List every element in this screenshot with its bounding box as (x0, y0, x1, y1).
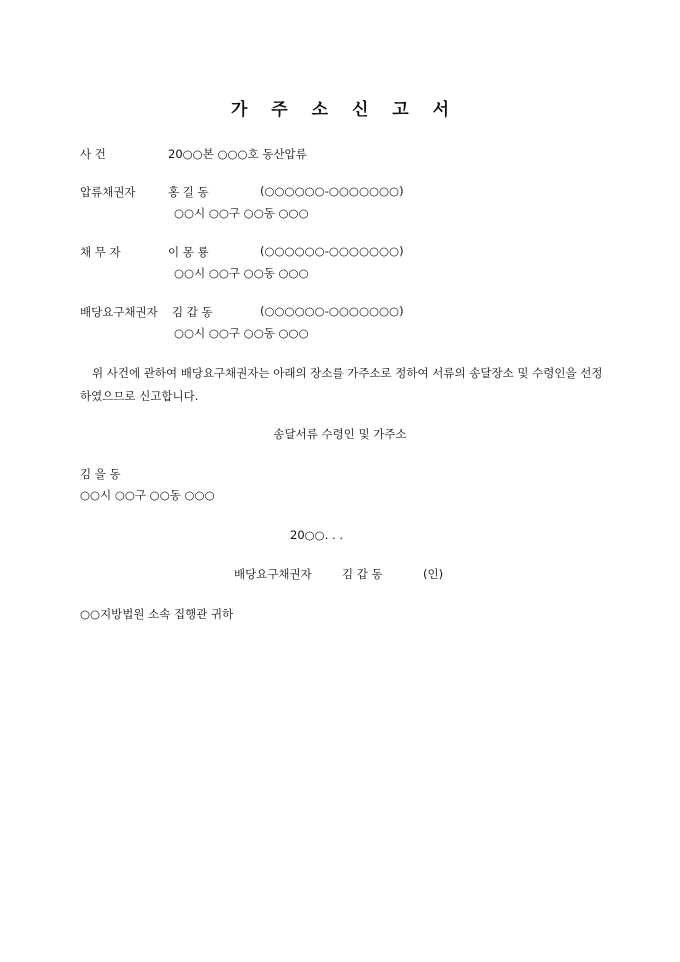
body-paragraph: 위 사건에 관하여 배당요구채권자는 아래의 장소를 가주소로 정하여 서류의 송달장소 및 수령인을 선정하였으므로 신고합니다. (80, 366, 603, 403)
creditor-label: 압류채권자 (80, 185, 136, 199)
dividend-creditor-address: ○○시 ○○구 ○○동 ○○○ (174, 326, 309, 340)
creditor-id: (○○○○○○-○○○○○○○) (260, 184, 404, 198)
filing-date: 20○○. . . (290, 528, 343, 542)
seal-mark: (인) (423, 567, 444, 581)
dividend-creditor-id: (○○○○○○-○○○○○○○) (260, 304, 404, 318)
creditor-address: ○○시 ○○구 ○○동 ○○○ (174, 206, 309, 220)
debtor-id: (○○○○○○-○○○○○○○) (260, 244, 404, 258)
case-number: 20○○본 ○○○호 동산압류 (168, 147, 307, 161)
signature-role: 배당요구채권자 (234, 567, 312, 581)
dividend-creditor-label: 배당요구채권자 (80, 305, 158, 319)
debtor-name: 이 몽 룡 (168, 245, 209, 259)
dividend-creditor-name: 김 갑 동 (172, 305, 213, 319)
document-title: 가 주 소 신 고 서 (230, 100, 459, 120)
debtor-label: 채 무 자 (80, 245, 121, 259)
debtor-address: ○○시 ○○구 ○○동 ○○○ (174, 266, 309, 280)
signature-name: 김 갑 동 (342, 567, 383, 581)
section-heading: 송달서류 수령인 및 가주소 (273, 427, 407, 441)
recipient-address: ○○시 ○○구 ○○동 ○○○ (80, 488, 215, 502)
addressee: ○○지방법원 소속 집행관 귀하 (80, 607, 234, 621)
case-label: 사 건 (80, 147, 106, 161)
creditor-name: 홍 길 동 (168, 185, 209, 199)
recipient-name: 김 을 동 (80, 467, 121, 481)
